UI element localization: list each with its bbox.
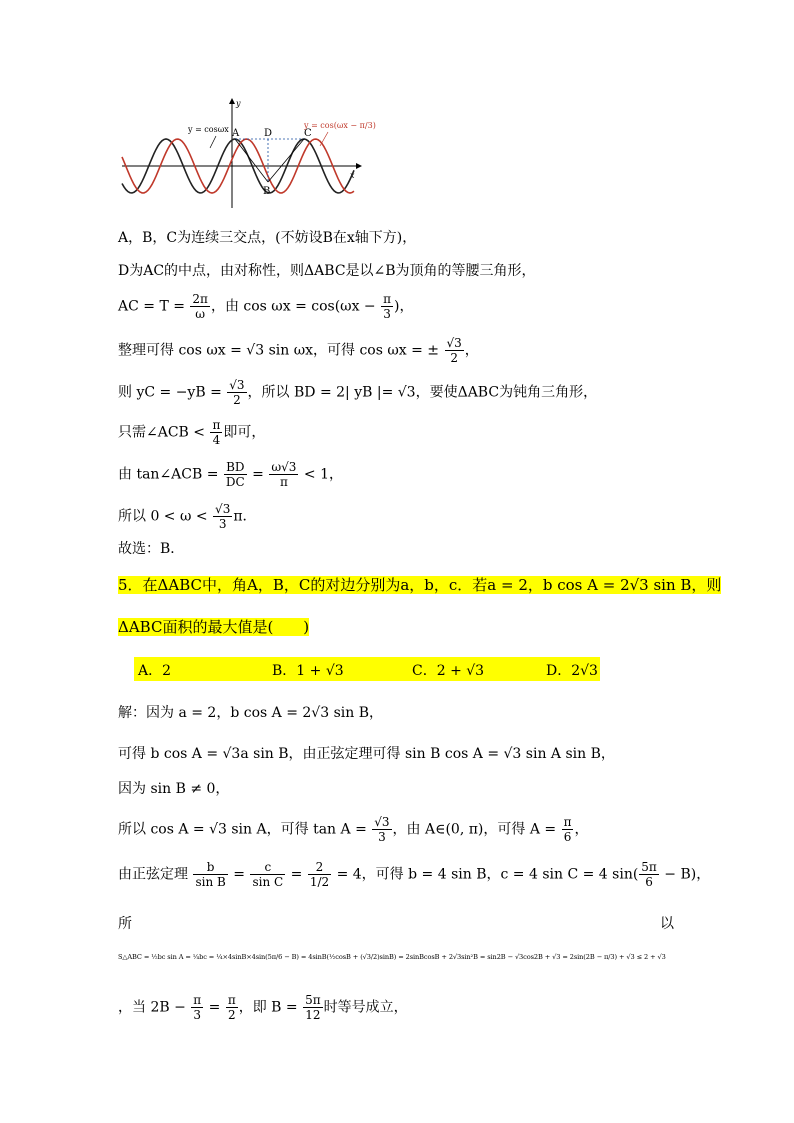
triangle-bc xyxy=(268,139,304,182)
fraction-denominator: 3 xyxy=(193,1008,202,1022)
text-line-9: 故选：B． xyxy=(118,541,185,557)
solution-line-6-right: 以 xyxy=(660,916,674,932)
text-segment: = xyxy=(228,866,250,883)
fraction-denominator: sin B xyxy=(195,875,226,889)
fraction-denominator: 1/2 xyxy=(309,875,330,889)
fraction xyxy=(226,993,238,1022)
fraction-denominator: 12 xyxy=(305,1008,321,1022)
text-line-6 xyxy=(118,418,265,447)
curve2-label: y = cos(ωx − π/3) xyxy=(304,121,376,130)
fraction xyxy=(250,860,285,889)
solution-line-8 xyxy=(118,993,408,1022)
option-b: B．1 + √3 xyxy=(272,663,344,679)
fraction xyxy=(303,993,323,1022)
fraction-numerator: π xyxy=(227,993,236,1007)
fraction-numerator: 5π xyxy=(305,993,321,1007)
fraction-numerator: √3 xyxy=(215,502,231,516)
text-segment: π． xyxy=(233,508,257,525)
fraction-denominator: 3 xyxy=(218,517,227,531)
fraction xyxy=(372,815,391,844)
fraction-numerator: π xyxy=(383,292,391,306)
fraction-denominator: 2 xyxy=(233,393,241,407)
text-line-2: D为AC的中点，由对称性，则ΔABC是以∠B为顶角的等腰三角形， xyxy=(118,263,536,279)
text-segment: ，当 2B − xyxy=(118,999,191,1016)
fraction-numerator: π xyxy=(193,993,202,1007)
text-segment: = xyxy=(204,999,225,1016)
point-A-label: A xyxy=(232,128,240,139)
fraction-numerator: √3 xyxy=(229,378,245,392)
fraction-denominator: 3 xyxy=(383,307,391,321)
text-line-8 xyxy=(118,502,257,531)
options-highlight xyxy=(134,657,600,681)
curve1-label-arrow xyxy=(210,136,216,148)
fraction-numerator: 2π xyxy=(192,292,208,306)
text-segment: 所以 0 < ω < xyxy=(118,508,213,525)
text-segment: < 1， xyxy=(299,466,343,483)
text-segment: 由正弦定理 xyxy=(118,866,193,883)
fraction-denominator: 2 xyxy=(450,351,458,365)
triangle-ab xyxy=(235,139,268,182)
question-text: 5．在ΔABC中，角A，B，C的对边分别为a，b，c．若a = 2，b cos A = 2√3 sin B，则 xyxy=(118,576,722,594)
fraction xyxy=(639,860,659,889)
fraction-numerator: π xyxy=(212,418,221,432)
fraction xyxy=(193,860,227,889)
fraction-denominator: 3 xyxy=(378,830,386,844)
text-line-7 xyxy=(118,460,343,489)
fraction-denominator: 4 xyxy=(212,433,221,447)
area-formula-line: S△ABC = ½bc sin A = ¼bc = ¼×4sinB×4sin(5π/6 − B) = 4sinB(½cosB + (√3/2)sinB) = 2sinBcosB + 2√3sin²B = sin2B − √3cos2B + √3 = 2sin(2B − π/3) + √3 ≤ 2 + √3 xyxy=(118,953,666,961)
text-segment: 整理可得 cos ωx = √3 sin ωx，可得 cos ωx = ± xyxy=(118,342,444,359)
text-segment: 所以 cos A = √3 sin A，可得 tan A = xyxy=(118,821,372,838)
text-segment: )， xyxy=(394,298,414,315)
text-segment: 由 tan∠ACB = xyxy=(118,466,223,483)
text-segment: ，所以 BD = 2| yB |= √3，要使ΔABC为钝角三角形， xyxy=(247,384,598,401)
fraction-numerator: c xyxy=(250,860,285,875)
question-5-line-2 xyxy=(118,617,309,637)
cosine-graph-figure xyxy=(118,96,376,212)
fraction xyxy=(210,418,222,447)
question-5-line-1 xyxy=(118,575,721,595)
fraction-denominator: 2 xyxy=(227,1008,236,1022)
fraction-denominator: 6 xyxy=(563,830,572,844)
fraction-denominator: π xyxy=(279,475,288,489)
text-segment: 则 yC = −yB = xyxy=(118,384,227,401)
option-c: C．2 + √3 xyxy=(412,663,485,679)
fraction-denominator: 6 xyxy=(645,875,653,889)
fraction-denominator: DC xyxy=(225,475,245,489)
text-segment: AC = T = xyxy=(118,298,190,315)
solution-line-6-left: 所 xyxy=(118,916,132,932)
fraction xyxy=(269,460,298,489)
solution-line-1: 解：因为 a = 2，b cos A = 2√3 sin B， xyxy=(118,705,383,721)
text-line-3 xyxy=(118,292,413,321)
fraction xyxy=(224,460,247,489)
point-C-label: C xyxy=(304,128,312,139)
option-d: D．2√3 xyxy=(546,663,598,679)
x-axis-arrow xyxy=(356,163,362,169)
solution-line-4 xyxy=(118,815,588,844)
fraction xyxy=(191,993,203,1022)
fraction xyxy=(445,336,464,365)
text-segment: ， xyxy=(574,821,589,838)
fraction-denominator: ω xyxy=(195,307,206,321)
fraction-numerator: 5π xyxy=(641,860,657,874)
text-segment: 即可， xyxy=(223,424,266,441)
text-segment: − B)， xyxy=(659,866,711,883)
curve1-label: y = cosωx xyxy=(188,125,229,134)
point-B-label: B xyxy=(263,186,271,197)
fraction-numerator: √3 xyxy=(446,336,462,350)
y-axis-arrow xyxy=(229,98,235,104)
text-line-4 xyxy=(118,336,479,365)
fraction-numerator: b xyxy=(193,860,227,875)
fraction-denominator: sin C xyxy=(252,875,284,889)
text-line-1: A，B，C为连续三交点，(不妨设B在x轴下方)， xyxy=(118,230,417,246)
solution-line-5 xyxy=(118,860,710,889)
fraction-numerator: 2 xyxy=(308,860,331,875)
point-D-label: D xyxy=(264,128,273,139)
fraction-numerator: BD xyxy=(224,460,247,475)
fraction-numerator: ω√3 xyxy=(271,460,297,474)
fraction-numerator: π xyxy=(563,815,572,829)
text-segment: ，由 A∈(0, π)，可得 A = xyxy=(392,821,561,838)
text-line-5 xyxy=(118,378,597,407)
fraction xyxy=(227,378,246,407)
fraction xyxy=(381,292,393,321)
text-segment: 只需∠ACB < xyxy=(118,424,210,441)
fraction xyxy=(308,860,331,889)
fraction-numerator: √3 xyxy=(374,815,390,829)
text-segment: 时等号成立， xyxy=(323,999,408,1016)
text-segment: ， xyxy=(464,342,479,359)
solution-line-3: 因为 sin B ≠ 0， xyxy=(118,781,230,797)
fraction xyxy=(562,815,574,844)
fraction xyxy=(213,502,232,531)
question-text: ΔABC面积的最大值是( ) xyxy=(118,618,310,636)
solution-line-2: 可得 b cos A = √3a sin B，由正弦定理可得 sin B cos A = √3 sin A sin B， xyxy=(118,746,615,762)
text-segment: ，即 B = xyxy=(238,999,303,1016)
text-segment: = xyxy=(286,866,307,883)
x-axis-label: x xyxy=(350,171,355,180)
text-segment: ，由 cos ωx = cos(ωx − xyxy=(210,298,381,315)
curve2-label-arrow xyxy=(320,132,328,146)
y-axis-label: y xyxy=(236,99,241,108)
text-segment: = xyxy=(247,466,269,483)
option-a: A．2 xyxy=(138,663,172,679)
text-segment: = 4，可得 b = 4 sin B，c = 4 sin C = 4 sin( xyxy=(332,866,639,883)
fraction xyxy=(190,292,210,321)
